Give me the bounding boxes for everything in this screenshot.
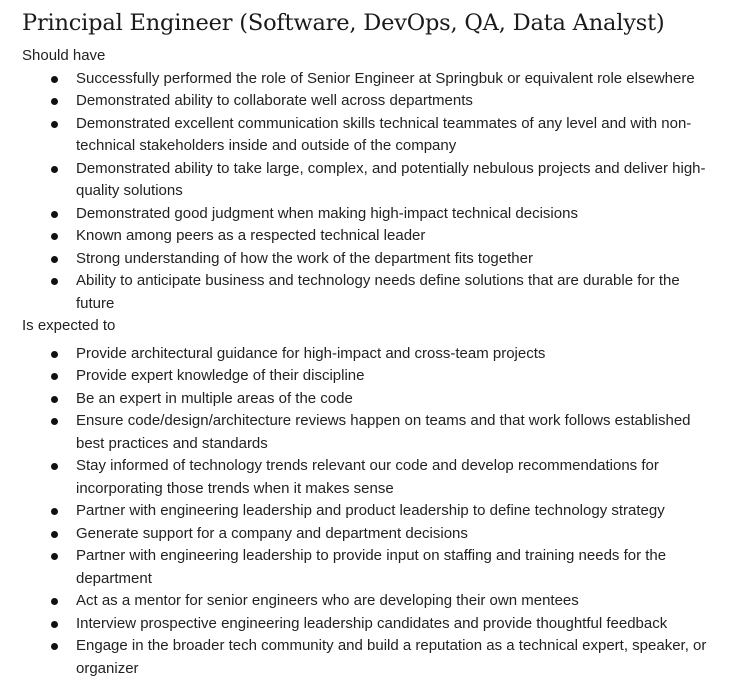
list-item	[22, 113, 737, 158]
list-item	[22, 270, 737, 315]
bullet-icon	[51, 233, 58, 240]
list-item	[22, 635, 737, 680]
bullet-icon	[51, 76, 58, 83]
list-item-text: Interview prospective engineering leadership candidates and provide thoughtful feedback	[76, 614, 668, 632]
list-item-text: Partner with engineering leadership and product leadership to define technology strategy	[76, 502, 665, 519]
list-item	[22, 523, 737, 546]
list-item-text: Successfully performed the role of Senior Engineer at Springbuk or equivalent role elsewhere	[76, 69, 695, 87]
bullet-icon	[51, 396, 58, 403]
bullet-icon	[51, 211, 58, 218]
list-item-text: Stay informed of technology trends relevant our code and develop recommendations for incorporating those trends when it makes sense	[76, 457, 659, 497]
list-item-text: Partner with engineering leadership to provide input on staffing and training needs for the department	[76, 547, 667, 587]
list-item-text: Demonstrated ability to collaborate well across departments	[76, 92, 473, 109]
bullet-icon	[51, 508, 58, 515]
section-label-is-expected-to: Is expected to	[22, 317, 116, 334]
list-item-text: Provide architectural guidance for high-impact and cross-team projects	[76, 344, 546, 362]
list-item	[22, 158, 737, 203]
list-item	[22, 365, 737, 388]
bullet-icon	[51, 351, 58, 358]
list-item	[22, 545, 737, 590]
list-item	[22, 388, 737, 411]
list-item	[22, 343, 737, 366]
bullet-icon	[51, 463, 58, 470]
list-item-text: Be an expert in multiple areas of the code	[76, 389, 353, 407]
list-item	[22, 590, 737, 613]
bullet-icon	[51, 373, 58, 380]
list-item-text: Engage in the broader tech community and build a reputation as a technical expert, speaker, or organizer	[76, 637, 707, 677]
bullet-icon	[51, 98, 58, 105]
list-item	[22, 410, 737, 455]
list-item-text: Strong understanding of how the work of the department fits together	[76, 249, 533, 267]
list-item-text: Ability to anticipate business and technology needs define solutions that are durable for the future	[76, 272, 680, 312]
bullet-icon	[51, 278, 58, 285]
list-item	[22, 455, 737, 500]
should-have-list	[22, 68, 737, 316]
bullet-icon	[51, 418, 58, 425]
list-item	[22, 225, 737, 248]
list-item-text: Ensure code/design/architecture reviews happen on teams and that work follows established best practices and standards	[76, 412, 691, 452]
bullet-icon	[51, 166, 58, 173]
list-item-text: Generate support for a company and department decisions	[76, 524, 468, 542]
list-item	[22, 203, 737, 226]
list-item-text: Known among peers as a respected technical leader	[76, 227, 426, 244]
list-item-text: Demonstrated ability to take large, complex, and potentially nebulous projects and deliver high-quality solutions	[76, 159, 706, 199]
list-item	[22, 68, 737, 91]
page-title: Principal Engineer (Software, DevOps, QA, Data Analyst)	[22, 10, 665, 36]
bullet-icon	[51, 643, 58, 650]
list-item	[22, 500, 737, 523]
bullet-icon	[51, 121, 58, 128]
list-item-text: Demonstrated excellent communication skills technical teammates of any level and with non-technical stakeholders inside and outside of the company	[76, 114, 692, 154]
list-item-text: Act as a mentor for senior engineers who are developing their own mentees	[76, 592, 579, 609]
bullet-icon	[51, 256, 58, 263]
list-item-text: Provide expert knowledge of their discipline	[76, 367, 365, 384]
bullet-icon	[51, 531, 58, 538]
is-expected-to-list	[22, 343, 737, 681]
bullet-icon	[51, 553, 58, 560]
list-item	[22, 248, 737, 271]
section-label-should-have: Should have	[22, 47, 106, 64]
list-item	[22, 90, 737, 113]
list-item	[22, 613, 737, 636]
bullet-icon	[51, 621, 58, 628]
bullet-icon	[51, 598, 58, 605]
list-item-text: Demonstrated good judgment when making high-impact technical decisions	[76, 204, 578, 222]
